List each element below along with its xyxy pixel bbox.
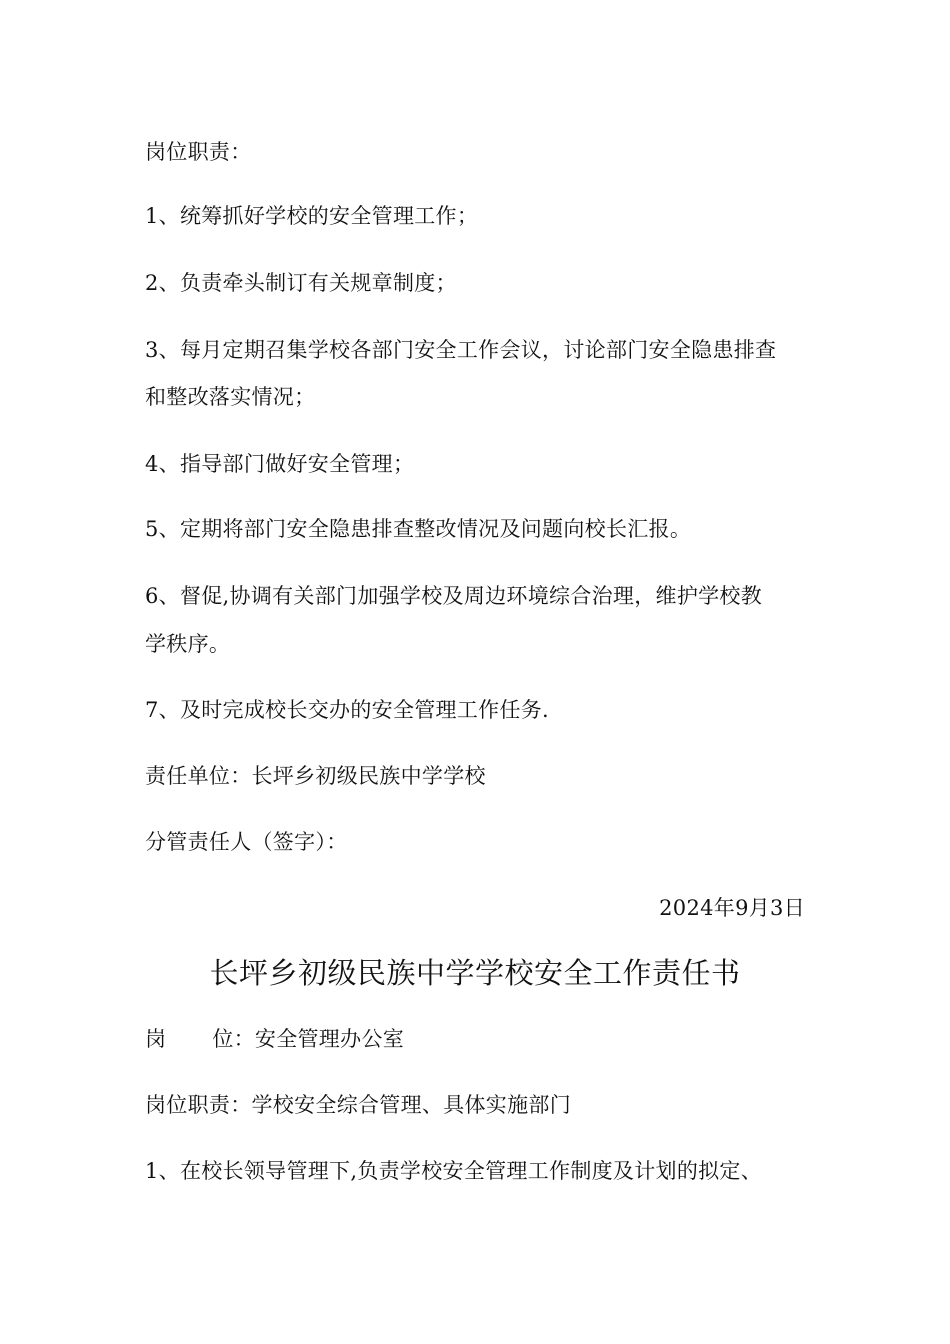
duty-item-4: 4、指导部门做好安全管理；	[145, 452, 415, 476]
duties-heading: 岗位职责：	[145, 140, 252, 164]
document-date: 2024年9月3日	[659, 896, 805, 920]
duty-item-6-continued: 学秩序。	[145, 632, 231, 656]
duty-item-5: 5、定期将部门安全隐患排查整改情况及问题向校长汇报。	[145, 517, 692, 541]
duty-item-6: 6、督促,协调有关部门加强学校及周边环境综合治理，维护学校教	[145, 584, 763, 608]
duty-item-7: 7、及时完成校长交办的安全管理工作任务.	[145, 698, 550, 722]
signer-line: 分管责任人（签字）：	[145, 830, 348, 854]
duty-item-2: 2、负责牵头制订有关规章制度；	[145, 271, 457, 295]
duty-item-3: 3、每月定期召集学校各部门安全工作会议，讨论部门安全隐患排查	[145, 338, 777, 362]
responsible-unit: 责任单位：长坪乡初级民族中学学校	[145, 764, 486, 788]
section2-duties: 岗位职责：学校安全综合管理、具体实施部门	[145, 1093, 571, 1117]
duty-item-1: 1、统筹抓好学校的安全管理工作；	[145, 204, 479, 228]
section2-item-1: 1、在校长领导管理下,负责学校安全管理工作制度及计划的拟定、	[145, 1159, 763, 1183]
post-value: 位：安全管理办公室	[212, 1027, 405, 1051]
post-label: 岗	[145, 1027, 167, 1051]
responsibility-title: 长坪乡初级民族中学学校安全工作责任书	[209, 956, 741, 990]
post-line	[145, 1025, 810, 1053]
duty-item-3-continued: 和整改落实情况；	[145, 385, 316, 409]
